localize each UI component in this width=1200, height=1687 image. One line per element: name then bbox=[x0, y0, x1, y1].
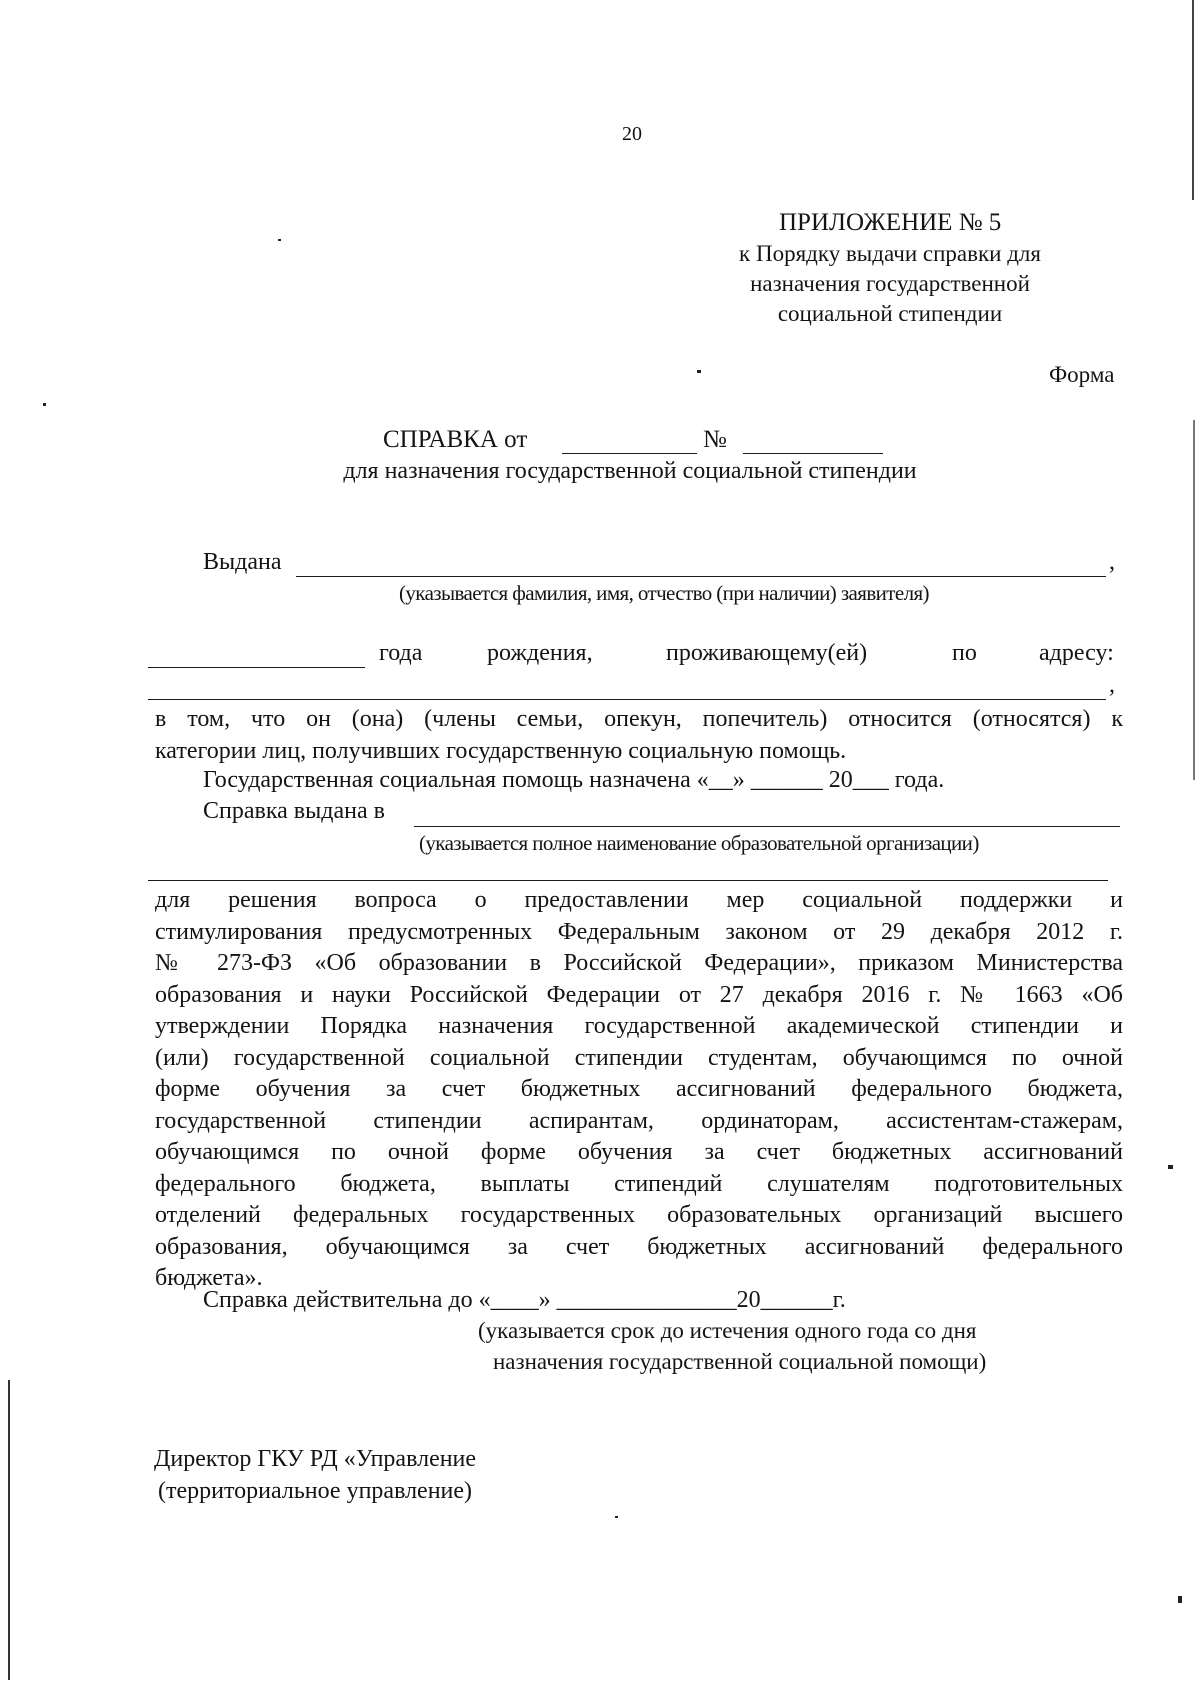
purpose-line: федерального бюджета, выплаты стипендий слушателям подготовительных bbox=[155, 1170, 1123, 1197]
appendix-title: ПРИЛОЖЕНИЕ № 5 bbox=[779, 209, 1002, 236]
purpose-last-line: бюджета». bbox=[155, 1265, 263, 1291]
scan-dot bbox=[278, 239, 281, 241]
birth-word-prozhivayushchemu: проживающему(ей) bbox=[666, 640, 868, 666]
address-line bbox=[148, 699, 1106, 700]
issued-label: Выдана bbox=[203, 549, 282, 575]
purpose-line: для решения вопроса о предоставлении мер социальной поддержки и bbox=[155, 887, 1123, 913]
spravka-title: СПРАВКА от bbox=[383, 426, 528, 453]
purpose-line: стимулирования предусмотренных Федеральным законом от 29 декабря 2012 г. bbox=[155, 918, 1123, 945]
purpose-line: обучающимся по очной форме обучения за счет бюджетных ассигнований bbox=[155, 1139, 1123, 1165]
scan-dot bbox=[43, 403, 46, 406]
purpose-line: форме обучения за счет бюджетных ассигнований федерального бюджета, bbox=[155, 1076, 1123, 1102]
organization-line-2 bbox=[148, 880, 1108, 881]
form-label: Форма bbox=[1049, 362, 1115, 387]
birth-word-rozhdeniya: рождения, bbox=[487, 640, 593, 666]
page-number: 20 bbox=[622, 123, 642, 145]
appendix-line-2: назначения государственной bbox=[750, 271, 1030, 296]
purpose-paragraph bbox=[155, 885, 1123, 1295]
birth-year-line bbox=[148, 667, 365, 668]
organization-hint: (указывается полное наименование образовательной организации) bbox=[419, 831, 979, 855]
number-blank-line bbox=[743, 453, 883, 454]
applicant-name-hint: (указывается фамилия, имя, отчество (при наличии) заявителя) bbox=[399, 581, 929, 605]
purpose-line: образования и науки Российской Федерации от 27 декабря 2016 г. № 1663 «Об bbox=[155, 981, 1123, 1008]
purpose-line: (или) государственной социальной стипендии студентам, обучающимся по очной bbox=[155, 1044, 1123, 1071]
appendix-line-3: социальной стипендии bbox=[777, 301, 1003, 326]
scan-dot bbox=[697, 370, 701, 373]
category-line-1: в том, что он (она) (члены семьи, опекун, попечитель) относится (относятся) к bbox=[155, 706, 1123, 732]
signature-line-1: Директор ГКУ РД «Управление bbox=[154, 1446, 477, 1472]
assistance-date-line: Государственная социальная помощь назначена «__» ______ 20___ года. bbox=[203, 767, 945, 793]
scan-edge-mark bbox=[1193, 420, 1195, 780]
date-blank-line bbox=[562, 453, 697, 454]
address-comma: , bbox=[1109, 672, 1115, 698]
number-sign: № bbox=[703, 426, 727, 453]
organization-line bbox=[414, 826, 1120, 827]
scan-dot bbox=[1178, 1596, 1182, 1603]
issued-to-label: Справка выдана в bbox=[203, 798, 385, 824]
issued-comma: , bbox=[1109, 549, 1115, 575]
birth-word-po: по bbox=[952, 640, 977, 666]
purpose-line: утверждении Порядка назначения государственной академической стипендии и bbox=[155, 1013, 1123, 1039]
scan-edge-mark bbox=[8, 1380, 10, 1680]
birth-word-adresu: адресу: bbox=[1039, 640, 1114, 666]
scan-dot bbox=[1168, 1165, 1173, 1169]
validity-hint-2: назначения государственной социальной помощи) bbox=[493, 1349, 987, 1374]
scan-dot bbox=[615, 1516, 618, 1518]
applicant-name-line bbox=[296, 576, 1106, 577]
validity-line: Справка действительна до «____» _______________20______г. bbox=[203, 1287, 846, 1313]
purpose-line: образования, обучающимся за счет бюджетных ассигнований федерального bbox=[155, 1233, 1123, 1260]
category-line-2: категории лиц, получивших государственную социальную помощь. bbox=[155, 737, 847, 764]
birth-word-goda: года bbox=[379, 640, 423, 666]
signature-line-2: (территориальное управление) bbox=[158, 1478, 473, 1504]
purpose-line: отделений федеральных государственных образовательных организаций высшего bbox=[155, 1202, 1123, 1228]
purpose-line: № 273-ФЗ «Об образовании в Российской Федерации», приказом Министерства bbox=[155, 950, 1123, 976]
spravka-subtitle: для назначения государственной социальной стипендии bbox=[343, 458, 917, 484]
purpose-line: государственной стипендии аспирантам, ординаторам, ассистентам-стажерам, bbox=[155, 1107, 1123, 1134]
validity-hint-1: (указывается срок до истечения одного года со дня bbox=[478, 1318, 977, 1343]
category-paragraph bbox=[155, 704, 1123, 767]
scan-edge-mark bbox=[1192, 0, 1194, 200]
appendix-line-1: к Порядку выдачи справки для bbox=[739, 241, 1041, 266]
